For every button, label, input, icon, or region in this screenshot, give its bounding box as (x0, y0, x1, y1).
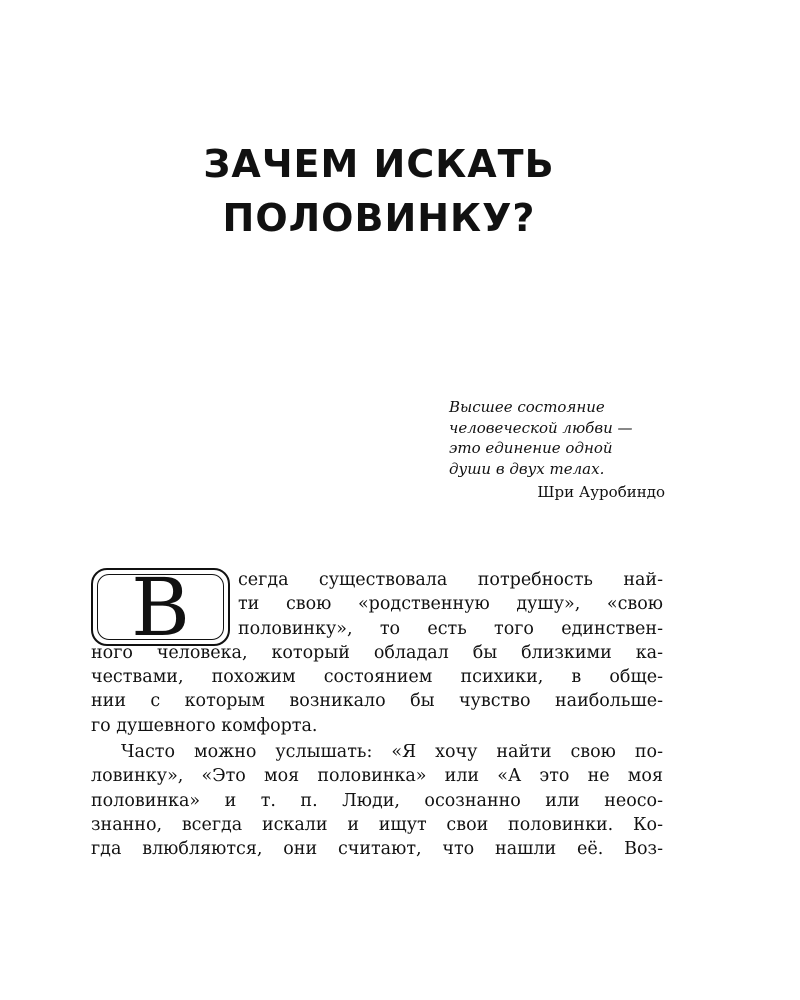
drop-cap-letter: В (131, 561, 190, 654)
epigraph-line: это единение одной (449, 439, 613, 457)
epigraph-line: души в двух телах. (449, 459, 605, 478)
paragraph-line: сегда существовала потребность най- (238, 570, 663, 590)
paragraph-line: гда влюбляются, они считают, что нашли её. Воз- (91, 839, 663, 860)
paragraph-line: ного человека, который обладал бы близкими ка- (91, 642, 663, 663)
paragraph-line: половинку», то есть того единствен- (238, 618, 663, 639)
paragraph-line: ти свою «родственную душу», «свою (238, 594, 663, 615)
chapter-title-line: ЗАЧЕМ ИСКАТЬ (203, 142, 555, 186)
paragraph-line: го душевного комфорта. (91, 715, 318, 736)
paragraph-line: нии с которым возникало бы чувство наибольше- (91, 691, 663, 712)
paragraph-line: Часто можно услышать: «Я хочу найти свою по- (121, 742, 663, 763)
epigraph-author: Шри Ауробиндо (537, 483, 665, 501)
body-text (91, 568, 663, 862)
paragraph-line: половинка» и т. п. Люди, осознанно или неосо- (91, 790, 663, 811)
epigraph (449, 397, 665, 503)
paragraph-line: знанно, всегда искали и ищут свои половинки. Ко- (91, 814, 663, 835)
epigraph-line: человеческой любви — (449, 418, 633, 437)
paragraph-line: ловинку», «Это моя половинка» или «А это не моя (91, 766, 663, 787)
paragraph-line: чествами, похожим состоянием психики, в обще- (91, 667, 663, 688)
chapter-title-line: ПОЛОВИНКУ? (222, 196, 536, 240)
epigraph-line: Высшее состояние (449, 398, 605, 416)
chapter-title (0, 137, 758, 245)
